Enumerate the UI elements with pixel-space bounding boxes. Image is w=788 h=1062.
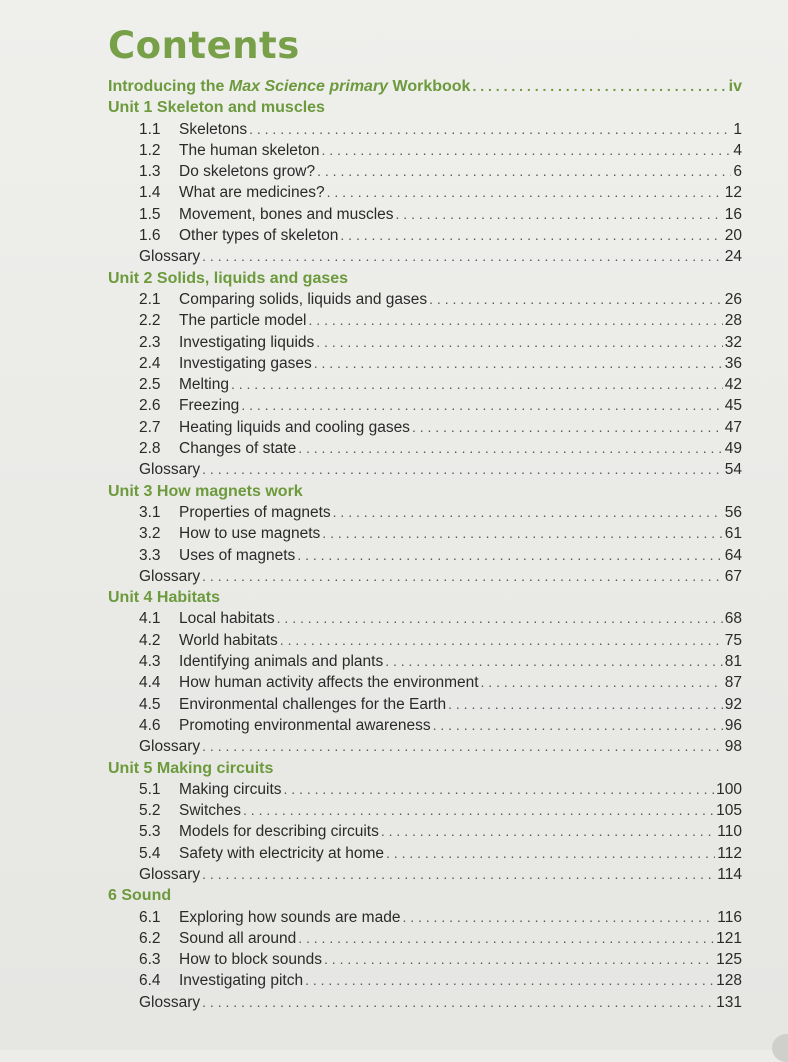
- toc-page-number: 96: [724, 716, 742, 734]
- toc-page-number: 67: [724, 567, 742, 585]
- toc-intro-label: Introducing the Max Science primary Workbook: [108, 78, 471, 95]
- toc-entry-label: Investigating liquids: [179, 333, 315, 351]
- toc-page-number: 75: [724, 631, 742, 649]
- toc-page-number: 105: [716, 802, 742, 820]
- toc-entry-label: How human activity affects the environment: [179, 674, 479, 692]
- toc-entry[interactable]: [108, 289, 742, 310]
- toc-page-number: 87: [724, 674, 742, 692]
- toc-entry-label: Investigating gases: [179, 354, 312, 372]
- table-of-contents: [108, 76, 742, 1013]
- unit-heading-label: 6 Sound: [108, 887, 172, 905]
- toc-entry-label: Properties of magnets: [179, 503, 331, 521]
- dot-leader: [231, 374, 723, 395]
- dot-leader: [433, 715, 723, 736]
- toc-page-number: 12: [724, 184, 742, 202]
- toc-entry-number: 4.6: [139, 716, 161, 734]
- toc-page-number: 26: [724, 290, 742, 308]
- toc-entry-label: Exploring how sounds are made: [179, 908, 401, 926]
- toc-unit-heading[interactable]: [108, 268, 742, 289]
- toc-entry-label: The human skeleton: [179, 141, 320, 159]
- dot-leader: [297, 545, 722, 566]
- dot-leader: [448, 694, 723, 715]
- toc-page-number: 100: [716, 780, 742, 798]
- dot-leader: [412, 417, 723, 438]
- unit-heading-label: Unit 1 Skeleton and muscles: [108, 99, 325, 117]
- toc-entry[interactable]: [108, 310, 742, 331]
- toc-entry[interactable]: [108, 949, 742, 970]
- toc-unit-heading[interactable]: [108, 587, 742, 608]
- toc-entry-label: Environmental challenges for the Earth: [179, 695, 447, 713]
- toc-entry[interactable]: [108, 545, 742, 566]
- toc-page-number: 6: [733, 163, 742, 181]
- toc-entry-label: Other types of skeleton: [179, 227, 339, 245]
- dot-leader: [202, 246, 723, 267]
- dot-leader: [202, 736, 723, 757]
- dot-leader: [277, 608, 723, 629]
- toc-page-number: 28: [724, 312, 742, 330]
- toc-entry[interactable]: [108, 182, 742, 203]
- toc-entry-number: 5.4: [139, 844, 161, 862]
- toc-entry-number: 2.3: [139, 333, 161, 351]
- toc-entry-number: 1.3: [139, 163, 161, 181]
- toc-entry-label: Safety with electricity at home: [179, 844, 385, 862]
- toc-page-number: 54: [724, 461, 742, 479]
- toc-entry[interactable]: [108, 821, 742, 842]
- toc-entry-label: Movement, bones and muscles: [179, 205, 394, 223]
- toc-entry[interactable]: [108, 204, 742, 225]
- toc-entry-number: 1.2: [139, 141, 161, 159]
- toc-unit-heading[interactable]: [108, 97, 742, 118]
- dot-leader: [314, 353, 723, 374]
- toc-entry-number: 5.1: [139, 780, 161, 798]
- toc-page-number: 112: [717, 844, 742, 862]
- toc-page-number: 68: [724, 610, 742, 628]
- unit-heading-label: Unit 4 Habitats: [108, 589, 221, 607]
- dot-leader: [381, 821, 715, 842]
- toc-page-number: 61: [724, 525, 742, 543]
- toc-entry-number: 6.1: [139, 908, 161, 926]
- toc-page-number: 4: [733, 141, 742, 159]
- page-title: Contents: [108, 24, 300, 67]
- toc-entry[interactable]: [108, 523, 742, 544]
- toc-entry-number: 2.5: [139, 376, 161, 394]
- toc-entry[interactable]: [108, 332, 742, 353]
- toc-entry-number: 2.6: [139, 397, 161, 415]
- toc-entry-number: 2.4: [139, 354, 161, 372]
- toc-entry-label: Promoting environmental awareness: [179, 716, 431, 734]
- toc-entry-number: 6.2: [139, 929, 161, 947]
- toc-entry-number: 5.3: [139, 823, 161, 841]
- toc-entry-label: Skeletons: [179, 120, 248, 138]
- glossary-label: Glossary: [139, 567, 201, 585]
- toc-entry-number: 6.4: [139, 972, 161, 990]
- dot-leader: [243, 800, 714, 821]
- toc-entry[interactable]: [108, 608, 742, 629]
- unit-heading-label: Unit 3 How magnets work: [108, 482, 303, 500]
- toc-units: [108, 97, 742, 1013]
- toc-entry[interactable]: [108, 353, 742, 374]
- toc-page-number: 42: [724, 376, 742, 394]
- toc-entry[interactable]: [108, 161, 742, 182]
- toc-unit-heading[interactable]: [108, 758, 742, 779]
- toc-glossary-entry[interactable]: [108, 246, 742, 267]
- toc-page-number: 49: [724, 440, 742, 458]
- toc-page-number: 92: [724, 695, 742, 713]
- toc-entry-number: 2.7: [139, 418, 161, 436]
- toc-page-number: 20: [724, 227, 742, 245]
- toc-entry[interactable]: [108, 928, 742, 949]
- dot-leader: [202, 459, 723, 480]
- toc-entry-label: Identifying animals and plants: [179, 653, 384, 671]
- toc-page-number: 36: [724, 354, 742, 372]
- toc-entry[interactable]: [108, 715, 742, 736]
- dot-leader: [472, 76, 726, 97]
- toc-entry[interactable]: [108, 694, 742, 715]
- toc-entry[interactable]: [108, 800, 742, 821]
- toc-page-number: 32: [724, 333, 742, 351]
- dot-leader: [249, 119, 731, 140]
- glossary-label: Glossary: [139, 461, 201, 479]
- toc-page-number: 128: [716, 972, 742, 990]
- dot-leader: [385, 651, 723, 672]
- toc-page-number: 64: [724, 546, 742, 564]
- dot-leader: [396, 204, 723, 225]
- toc-entry-number: 4.1: [139, 610, 161, 628]
- toc-entry-number: 2.1: [139, 290, 161, 308]
- toc-page-number: 114: [717, 865, 742, 883]
- toc-page-number: 131: [716, 993, 742, 1011]
- toc-glossary-entry[interactable]: [108, 566, 742, 587]
- toc-entry-label: Models for describing circuits: [179, 823, 379, 841]
- toc-entry[interactable]: [108, 630, 742, 651]
- toc-entry[interactable]: [108, 843, 742, 864]
- dot-leader: [309, 310, 723, 331]
- toc-page-number: 1: [733, 120, 742, 138]
- toc-entry-label: Comparing solids, liquids and gases: [179, 290, 428, 308]
- dot-leader: [340, 225, 722, 246]
- toc-entry-number: 1.4: [139, 184, 161, 202]
- dot-leader: [327, 182, 723, 203]
- toc-intro-row[interactable]: [108, 76, 742, 97]
- toc-entry-label: Changes of state: [179, 440, 297, 458]
- dot-leader: [324, 949, 714, 970]
- toc-entry-label: What are medicines?: [179, 184, 325, 202]
- unit-heading-label: Unit 2 Solids, liquids and gases: [108, 269, 349, 287]
- toc-entry-label: Heating liquids and cooling gases: [179, 418, 410, 436]
- dot-leader: [202, 566, 723, 587]
- dot-leader: [322, 523, 722, 544]
- toc-entry[interactable]: [108, 438, 742, 459]
- toc-entry[interactable]: [108, 651, 742, 672]
- toc-page-number: 121: [716, 929, 742, 947]
- dot-leader: [481, 672, 723, 693]
- toc-entry-label: Switches: [179, 802, 242, 820]
- dot-leader: [402, 907, 715, 928]
- toc-entry-label: The particle model: [179, 312, 307, 330]
- toc-glossary-entry[interactable]: [108, 864, 742, 885]
- toc-entry-label: Making circuits: [179, 780, 282, 798]
- corner-tab: [772, 1034, 788, 1062]
- toc-glossary-entry[interactable]: [108, 992, 742, 1013]
- toc-entry-number: 4.3: [139, 653, 161, 671]
- toc-entry[interactable]: [108, 779, 742, 800]
- toc-entry-label: World habitats: [179, 631, 278, 649]
- toc-entry-label: Freezing: [179, 397, 240, 415]
- glossary-label: Glossary: [139, 993, 201, 1011]
- toc-entry-label: Investigating pitch: [179, 972, 304, 990]
- toc-entry-number: 3.2: [139, 525, 161, 543]
- toc-entry-number: 1.6: [139, 227, 161, 245]
- dot-leader: [321, 140, 731, 161]
- toc-page-number: 116: [717, 908, 742, 926]
- toc-unit-heading[interactable]: [108, 481, 742, 502]
- toc-entry[interactable]: [108, 907, 742, 928]
- toc-entry-number: 1.5: [139, 205, 161, 223]
- toc-entry-label: Melting: [179, 376, 229, 394]
- toc-entry[interactable]: [108, 374, 742, 395]
- dot-leader: [298, 438, 723, 459]
- toc-entry-label: Sound all around: [179, 929, 297, 947]
- toc-entry-label: How to block sounds: [179, 951, 323, 969]
- dot-leader: [202, 864, 715, 885]
- toc-entry-number: 3.3: [139, 546, 161, 564]
- toc-page-number: 110: [717, 823, 742, 841]
- toc-entry[interactable]: [108, 417, 742, 438]
- toc-page-number: 47: [724, 418, 742, 436]
- glossary-label: Glossary: [139, 865, 201, 883]
- dot-leader: [241, 395, 722, 416]
- toc-entry-number: 2.2: [139, 312, 161, 330]
- glossary-label: Glossary: [139, 738, 201, 756]
- toc-entry-label: Do skeletons grow?: [179, 163, 316, 181]
- toc-entry-number: 4.5: [139, 695, 161, 713]
- dot-leader: [280, 630, 723, 651]
- toc-entry-number: 4.2: [139, 631, 161, 649]
- glossary-label: Glossary: [139, 248, 201, 266]
- dot-leader: [298, 928, 714, 949]
- dot-leader: [202, 992, 714, 1013]
- dot-leader: [305, 970, 714, 991]
- toc-entry-number: 1.1: [139, 120, 161, 138]
- toc-entry-label: Uses of magnets: [179, 546, 296, 564]
- dot-leader: [429, 289, 723, 310]
- toc-glossary-entry[interactable]: [108, 736, 742, 757]
- toc-entry[interactable]: [108, 119, 742, 140]
- toc-page-number: 56: [724, 503, 742, 521]
- toc-entry[interactable]: [108, 970, 742, 991]
- toc-page-number: 24: [724, 248, 742, 266]
- toc-entry[interactable]: [108, 395, 742, 416]
- toc-entry[interactable]: [108, 140, 742, 161]
- toc-glossary-entry[interactable]: [108, 459, 742, 480]
- toc-entry-number: 5.2: [139, 802, 161, 820]
- toc-entry-label: Local habitats: [179, 610, 275, 628]
- toc-page-number: 45: [724, 397, 742, 415]
- toc-entry[interactable]: [108, 672, 742, 693]
- toc-page-number: 98: [724, 738, 742, 756]
- toc-entry[interactable]: [108, 225, 742, 246]
- dot-leader: [284, 779, 715, 800]
- dot-leader: [386, 843, 715, 864]
- toc-entry-number: 2.8: [139, 440, 161, 458]
- toc-entry-number: 6.3: [139, 951, 161, 969]
- dot-leader: [333, 502, 723, 523]
- toc-entry-number: 3.1: [139, 503, 161, 521]
- toc-page-number: 81: [724, 653, 742, 671]
- toc-page-number: iv: [728, 78, 742, 95]
- toc-entry[interactable]: [108, 502, 742, 523]
- toc-page-number: 125: [716, 951, 742, 969]
- toc-page-number: 16: [724, 205, 742, 223]
- toc-entry-number: 4.4: [139, 674, 161, 692]
- toc-entry-label: How to use magnets: [179, 525, 321, 543]
- dot-leader: [316, 332, 722, 353]
- toc-unit-heading[interactable]: [108, 885, 742, 906]
- unit-heading-label: Unit 5 Making circuits: [108, 759, 274, 777]
- dot-leader: [317, 161, 731, 182]
